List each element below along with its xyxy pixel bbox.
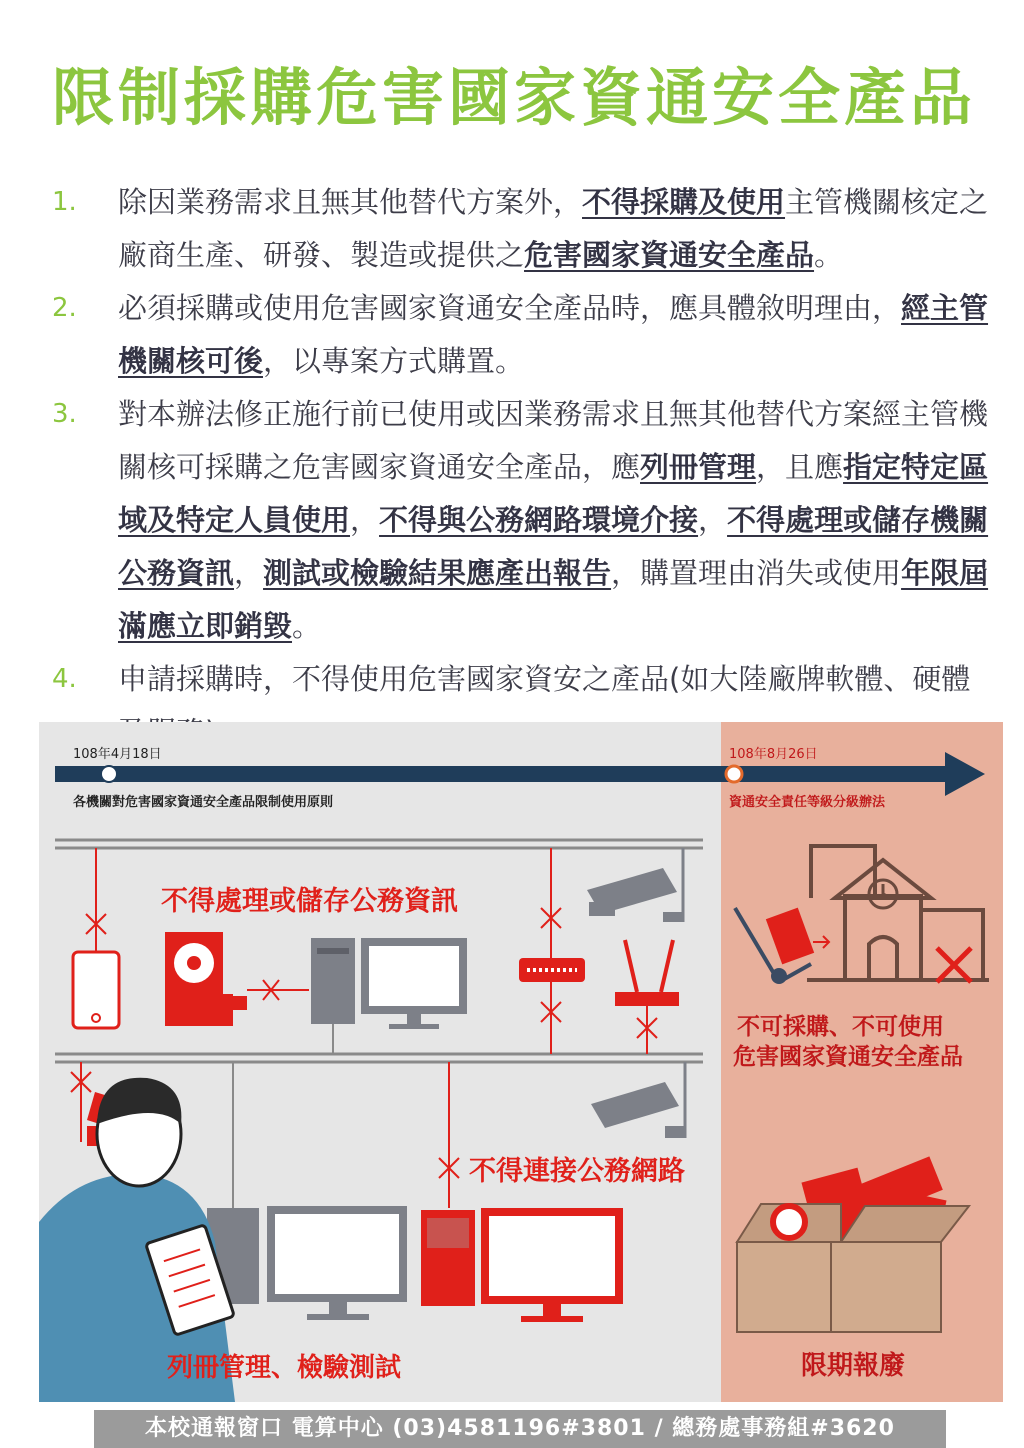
rule-item [48, 282, 998, 388]
timeline-dot-2 [726, 766, 742, 782]
rule-emphasis: 不得處理或儲存機關公務資訊 [118, 503, 989, 590]
illustration [39, 722, 1003, 1402]
timeline-date-1: 108年4月18日 [73, 747, 162, 762]
label-no-buy-1: 不可採購、不可使用 [737, 1014, 944, 1040]
timeline-caption-1: 各機關對危害國家資通安全產品限制使用原則 [73, 795, 334, 810]
rule-text: ， [350, 503, 380, 537]
rule-emphasis: 測試或檢驗結果應產出報告 [263, 556, 612, 590]
timeline-date-2: 108年8月26日 [729, 747, 818, 762]
rule-text: ，購置理由消失或使用 [611, 556, 902, 590]
router-icon [615, 992, 679, 1006]
rule-number: 4. [52, 664, 77, 694]
rule-item [48, 176, 998, 282]
phone-icon [73, 952, 119, 1028]
timeline-bar [55, 766, 947, 782]
label-no-buy-2: 危害國家資通安全產品 [733, 1044, 963, 1070]
label-scrap: 限期報廢 [801, 1351, 906, 1381]
rule-emphasis: 危害國家資通安全產品 [524, 238, 815, 272]
rule-item [48, 388, 998, 653]
rule-text: 對本辦法修正施行前已使用或因業務需求且無其他替代方案經主管機關核可採購之危害國家資通安全產品，應 [118, 397, 989, 484]
rule-text: ， [234, 556, 264, 590]
timeline-dot-1 [101, 766, 117, 782]
label-list-manage: 列冊管理、檢驗測試 [167, 1353, 402, 1383]
rule-text: ， [698, 503, 728, 537]
rule-text: ，以專案方式購置。 [263, 344, 525, 378]
rule-number: 3. [52, 399, 77, 429]
rule-text: 。 [814, 238, 844, 272]
rule-emphasis: 經主管機關核可後 [118, 291, 989, 378]
rule-text: 申請採購時，不得使用危害國家資安之產品(如大陸廠牌軟體、硬體 [118, 662, 971, 696]
rule-emphasis: 列冊管理 [640, 450, 757, 484]
rule-number: 1. [52, 187, 77, 217]
rule-text: 。 [292, 609, 322, 643]
rule-text: 主管機關核定之廠商生產、研發、製造或提供之 [118, 185, 989, 272]
label-no-connect: 不得連接公務網路 [469, 1156, 685, 1187]
rule-text: ，且應 [756, 450, 844, 484]
rule-emphasis: 年限屆滿應立即銷毀 [118, 556, 989, 643]
rule-emphasis: 不得採購及使用 [582, 185, 786, 219]
rule-text: 除因業務需求且無其他替代方案外， [118, 185, 583, 219]
timeline-caption-2: 資通安全責任等級分級辦法 [729, 795, 886, 810]
rule-text: 必須採購或使用危害國家資通安全產品時，應具體敘明理由， [118, 291, 902, 325]
rules-list [48, 176, 998, 759]
label-no-process: 不得處理或儲存公務資訊 [161, 886, 458, 917]
rule-number: 2. [52, 293, 77, 323]
footer-contact: 本校通報窗口 電算中心 (03)4581196#3801 / 總務處事務組#3620 [94, 1410, 946, 1448]
rule-emphasis: 指定特定區域及特定人員使用 [118, 450, 989, 537]
page-title: 限制採購危害國家資通安全產品 [52, 61, 977, 134]
rule-emphasis: 不得與公務網路環境介接 [379, 503, 699, 537]
usb-icon [231, 996, 247, 1010]
